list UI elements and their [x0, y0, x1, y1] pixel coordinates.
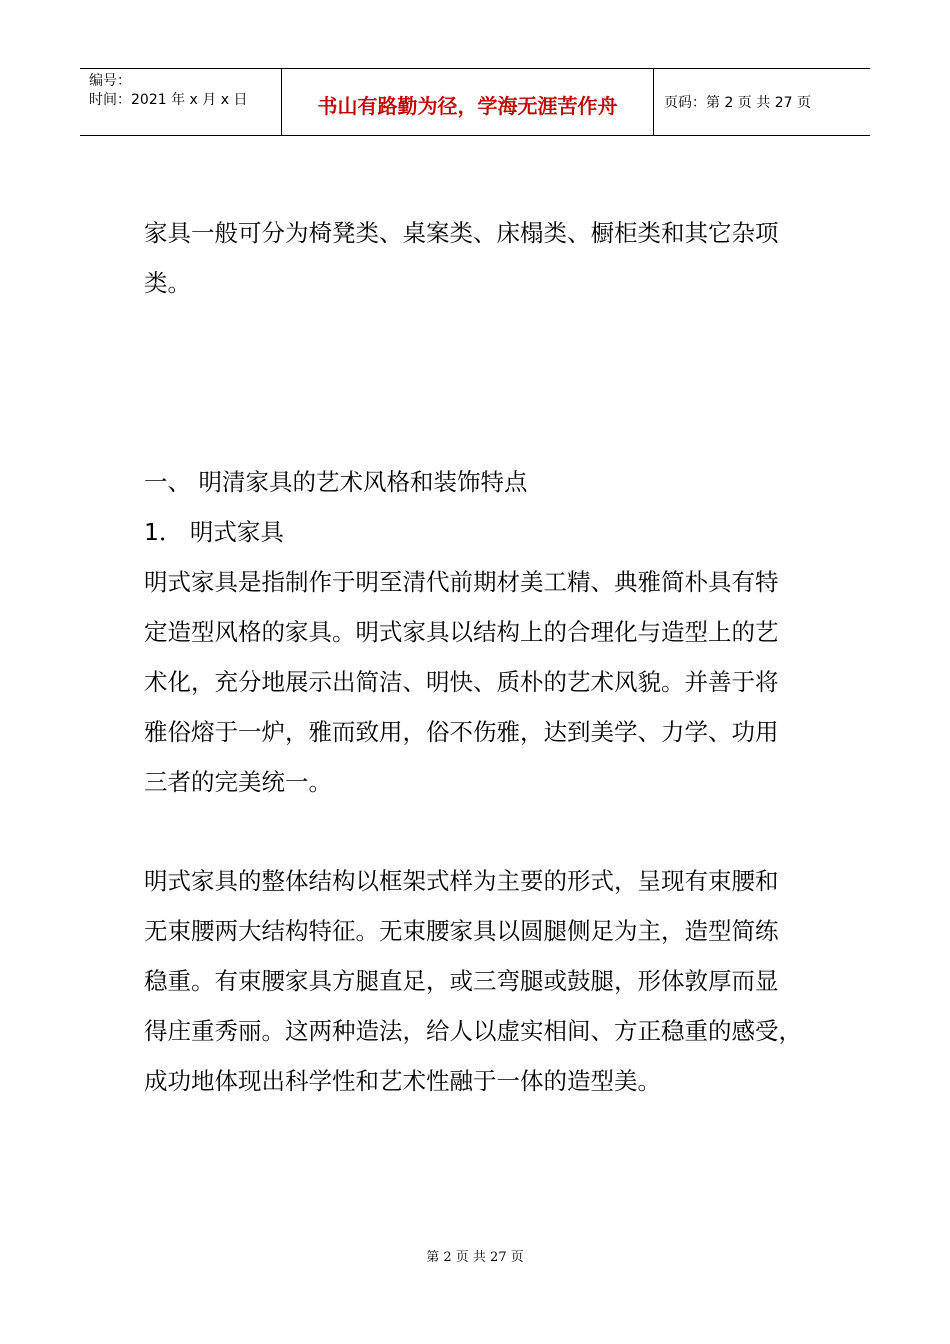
paragraph-1-line-2: 定造型风格的家具。明式家具以结构上的合理化与造型上的艺	[144, 618, 779, 646]
subsection-heading: 1． 明式家具	[144, 518, 284, 546]
document-header	[80, 68, 870, 136]
page-footer: 第 2 页 共 27 页	[426, 1250, 524, 1265]
paragraph-1-line-3: 术化，充分地展示出简洁、明快、质朴的艺术风貌。并善于将	[144, 668, 779, 696]
paragraph-2-line-2: 无束腰两大结构特征。无束腰家具以圆腿侧足为主，造型简练	[144, 917, 779, 945]
header-motto: 书山有路勤为径，学海无涯苦作舟	[282, 69, 654, 135]
intro-line-2: 类。	[144, 269, 191, 297]
section-heading: 一、 明清家具的艺术风格和装饰特点	[144, 468, 528, 496]
header-meta	[80, 69, 282, 135]
intro-line-1: 家具一般可分为椅凳类、桌案类、床榻类、橱柜类和其它杂项	[144, 219, 779, 247]
paragraph-1-line-5: 三者的完美统一。	[144, 768, 332, 796]
header-number-label: 编号：	[89, 73, 131, 89]
paragraph-2-line-5: 成功地体现出科学性和艺术性融于一体的造型美。	[144, 1067, 661, 1095]
paragraph-1-line-4: 雅俗熔于一炉，雅而致用，俗不伤雅，达到美学、力学、功用	[144, 718, 779, 746]
paragraph-2-line-3: 稳重。有束腰家具方腿直足，或三弯腿或鼓腿，形体敦厚而显	[144, 967, 779, 995]
header-page-info: 页码：第 2 页 共 27 页	[664, 95, 811, 111]
paragraph-1-line-1: 明式家具是指制作于明至清代前期材美工精、典雅简朴具有特	[144, 568, 779, 596]
header-date-label: 时间：2021 年 x 月 x 日	[89, 92, 248, 108]
paragraph-2-line-4: 得庄重秀丽。这两种造法，给人以虚实相间、方正稳重的感受，	[144, 1017, 802, 1045]
paragraph-2-line-1: 明式家具的整体结构以框架式样为主要的形式，呈现有束腰和	[144, 867, 779, 895]
